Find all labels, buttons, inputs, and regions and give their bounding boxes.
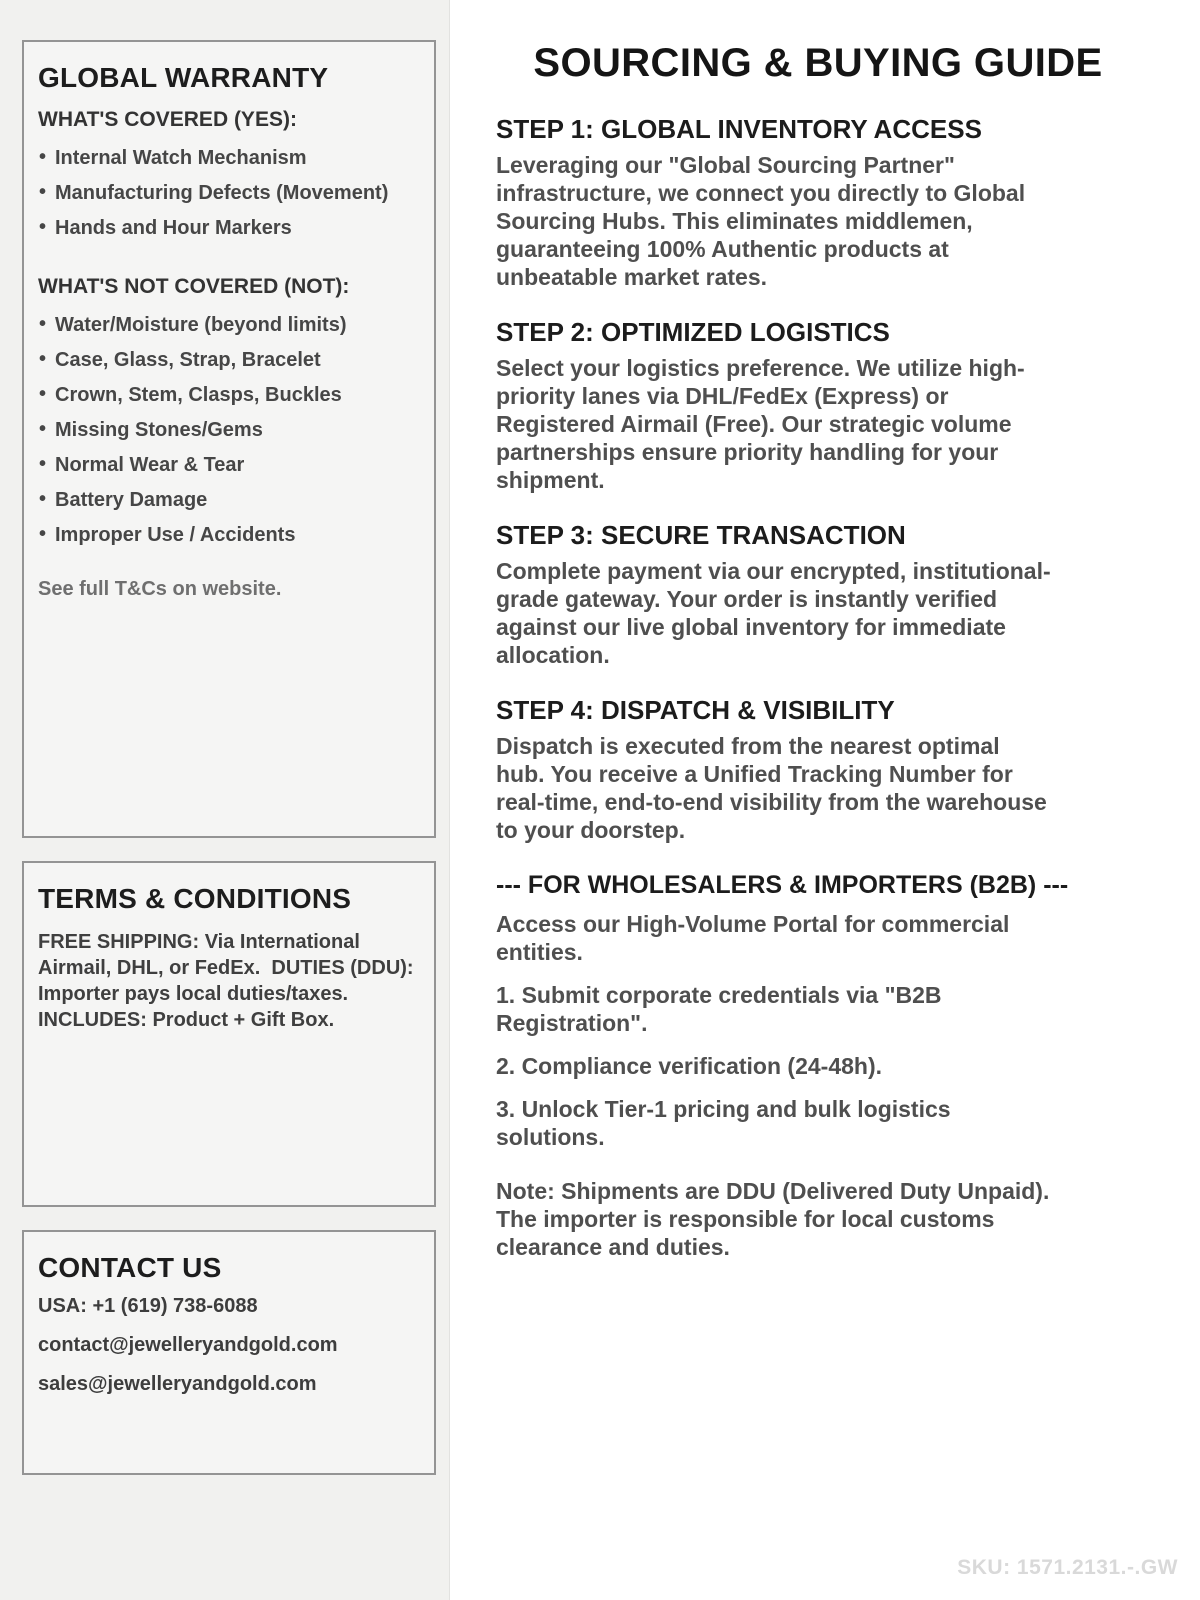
sku-label: SKU: 1571.2131.-.GW bbox=[957, 1556, 1178, 1579]
step-2-heading: STEP 2: OPTIMIZED LOGISTICS bbox=[496, 317, 890, 347]
step-4-body: Dispatch is executed from the nearest optimal hub. You receive a Unified Tracking Number for real-time, end-to-end visibility from the warehouse to your doorstep. bbox=[496, 733, 1047, 843]
terms-body: FREE SHIPPING: Via International Airmail, DHL, or FedEx. DUTIES (DDU): Importer pays local duties/taxes. INCLUDES: Product + Gift Box. bbox=[38, 931, 420, 1031]
contact-panel bbox=[22, 1230, 436, 1475]
sales-email: sales@jewelleryandgold.com bbox=[38, 1373, 317, 1395]
not-covered-list bbox=[38, 315, 416, 546]
list-item: • Hands and Hour Markers bbox=[38, 218, 416, 239]
step-1-heading: STEP 1: GLOBAL INVENTORY ACCESS bbox=[496, 114, 982, 144]
step-3-body: Complete payment via our encrypted, institutional-grade gateway. Your order is instantly verified against our live global inventory for immediate allocation. bbox=[496, 558, 1051, 668]
list-item: • Crown, Stem, Clasps, Buckles bbox=[38, 385, 416, 406]
terms-panel bbox=[22, 861, 436, 1207]
b2b-item-2: 2. Compliance verification (24-48h). bbox=[496, 1053, 883, 1079]
b2b-heading: --- FOR WHOLESALERS & IMPORTERS (B2B) --- bbox=[496, 871, 1069, 899]
step-1-body: Leveraging our "Global Sourcing Partner" infrastructure, we connect you directly to Global Sourcing Hubs. This eliminates middlemen, guaranteeing 100% Authentic products at unbeatable market rates. bbox=[496, 152, 1026, 290]
b2b-note: Note: Shipments are DDU (Delivered Duty Unpaid). The importer is responsible for local customs clearance and duties. bbox=[496, 1178, 1050, 1260]
step-3-section bbox=[496, 520, 1140, 669]
covered-list bbox=[38, 148, 416, 239]
step-3-heading: STEP 3: SECURE TRANSACTION bbox=[496, 520, 906, 550]
page-title: SOURCING & BUYING GUIDE bbox=[533, 41, 1103, 85]
not-covered-heading: WHAT'S NOT COVERED (NOT): bbox=[38, 275, 350, 298]
contact-title: CONTACT US bbox=[38, 1252, 222, 1283]
list-item: • Missing Stones/Gems bbox=[38, 420, 416, 441]
step-4-section bbox=[496, 695, 1140, 844]
b2b-item-1: 1. Submit corporate credentials via "B2B Registration". bbox=[496, 982, 942, 1036]
contact-email: contact@jewelleryandgold.com bbox=[38, 1334, 338, 1356]
warranty-footnote: See full T&Cs on website. bbox=[38, 578, 282, 600]
b2b-item-3: 3. Unlock Tier-1 pricing and bulk logistics solutions. bbox=[496, 1096, 951, 1150]
warranty-title: GLOBAL WARRANTY bbox=[38, 62, 329, 93]
step-4-heading: STEP 4: DISPATCH & VISIBILITY bbox=[496, 695, 895, 725]
b2b-section bbox=[496, 870, 1140, 1261]
list-item: • Manufacturing Defects (Movement) bbox=[38, 183, 416, 204]
global-warranty-panel bbox=[22, 40, 436, 838]
list-item: • Case, Glass, Strap, Bracelet bbox=[38, 350, 416, 371]
terms-title: TERMS & CONDITIONS bbox=[38, 883, 352, 914]
list-item: • Improper Use / Accidents bbox=[38, 525, 416, 546]
sourcing-guide-main bbox=[450, 0, 1200, 1600]
b2b-intro: Access our High-Volume Portal for commercial entities. bbox=[496, 911, 1010, 965]
list-item: • Water/Moisture (beyond limits) bbox=[38, 315, 416, 336]
sidebar bbox=[0, 0, 450, 1600]
step-2-body: Select your logistics preference. We utilize high-priority lanes via DHL/FedEx (Express) or Registered Airmail (Free). Our strategic volume partnerships ensure priority handling for your shipment. bbox=[496, 355, 1025, 493]
list-item: • Internal Watch Mechanism bbox=[38, 148, 416, 169]
step-1-section bbox=[496, 114, 1140, 291]
list-item: • Battery Damage bbox=[38, 490, 416, 511]
contact-phone: USA: +1 (619) 738-6088 bbox=[38, 1295, 258, 1317]
step-2-section bbox=[496, 317, 1140, 494]
covered-heading: WHAT'S COVERED (YES): bbox=[38, 108, 297, 131]
list-item: • Normal Wear & Tear bbox=[38, 455, 416, 476]
